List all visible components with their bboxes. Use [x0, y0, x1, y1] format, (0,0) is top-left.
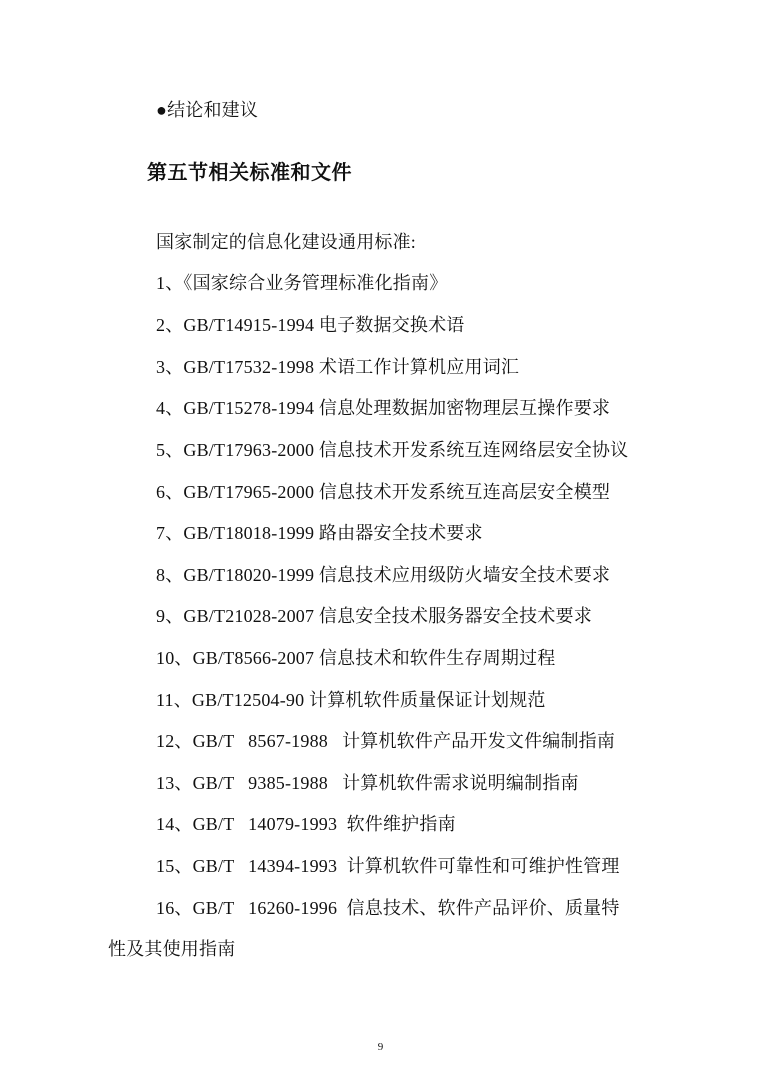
list-item-14: 14、GB/T 14079-1993 软件维护指南: [156, 814, 456, 834]
section-heading: 第五节相关标准和文件: [147, 160, 352, 184]
list-item-6: 6、GB/T17965-2000 信息技术开发系统互连高层安全模型: [156, 482, 611, 502]
list-item-16-continuation: 性及其使用指南: [108, 939, 236, 959]
list-item-4: 4、GB/T15278-1994 信息处理数据加密物理层互操作要求: [156, 398, 611, 418]
list-item-10: 10、GB/T8566-2007 信息技术和软件生存周期过程: [156, 648, 556, 668]
list-item-11: 11、GB/T12504-90 计算机软件质量保证计划规范: [156, 690, 546, 710]
list-item-8: 8、GB/T18020-1999 信息技术应用级防火墙安全技术要求: [156, 565, 611, 585]
page-number: 9: [377, 1041, 384, 1053]
list-item-5: 5、GB/T17963-2000 信息技术开发系统互连网络层安全协议: [156, 440, 629, 460]
list-item-3: 3、GB/T17532-1998 术语工作计算机应用词汇: [156, 357, 520, 377]
list-item-16: 16、GB/T 16260-1996 信息技术、软件产品评价、质量特: [156, 898, 620, 918]
list-item-2: 2、GB/T14915-1994 电子数据交换术语: [156, 315, 465, 335]
bullet-item-conclusions: ●结论和建议: [156, 100, 259, 120]
list-item-15: 15、GB/T 14394-1993 计算机软件可靠性和可维护性管理: [156, 856, 620, 876]
list-item-1: 1、《国家综合业务管理标准化指南》: [156, 273, 448, 293]
list-item-9: 9、GB/T21028-2007 信息安全技术服务器安全技术要求: [156, 606, 592, 626]
list-item-13: 13、GB/T 9385-1988 计算机软件需求说明编制指南: [156, 773, 579, 793]
list-item-7: 7、GB/T18018-1999 路由器安全技术要求: [156, 523, 483, 543]
intro-paragraph: 国家制定的信息化建设通用标准:: [156, 232, 416, 252]
list-item-12: 12、GB/T 8567-1988 计算机软件产品开发文件编制指南: [156, 731, 616, 751]
